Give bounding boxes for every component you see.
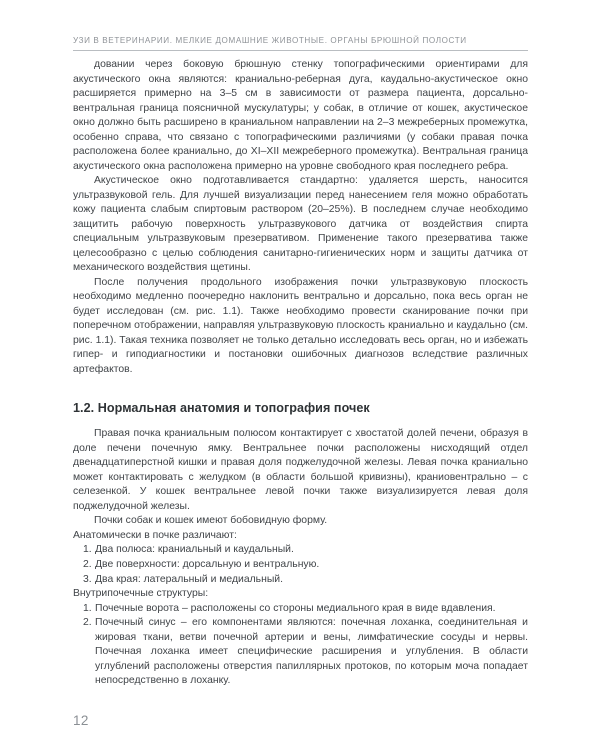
list-item (73, 573, 528, 588)
running-header: УЗИ В ВЕТЕРИНАРИИ. МЕЛКИЕ ДОМАШНИЕ ЖИВОТНЫЕ. ОРГАНЫ БРЮШНОЙ ПОЛОСТИ (73, 36, 467, 45)
list-item (73, 616, 528, 689)
header-divider-rule (73, 50, 528, 51)
list-item-text: Два края: латеральный и медиальный. (95, 573, 283, 585)
list-item (73, 602, 528, 617)
list-marker: 3. (83, 573, 92, 585)
paragraph-acoustic-window-preparation: Акустическое окно подготавливается стандартно: удаляется шерсть, наносится ультразвуковой гель. Для лучшей визуализации перед нанесением геля можно обработать кожу пациента слабым спиртовым раствором (20–25%). В последнем случае необходимо защитить рабочую поверхность ультразвукового датчика от воздействия спирта специальным ультразвуковым презервативом. Применение такого презерватива также целесообразно с целью соблюдения санитарно-гигиенических норм и защиты датчика от механического воздействия щетины. (73, 175, 528, 274)
page-number: 12 (73, 713, 89, 728)
heading-spacer-top (73, 377, 528, 400)
section-heading-1-2: 1.2. Нормальная анатомия и топография почек (73, 401, 370, 416)
list-item-text: Почечный синус – его компонентами являются: почечная лоханка, соединительная и жировая ткани, ветви почечной артерии и вены, лимфатические сосуды и нервы. Почечная лоханка имеет специфические расширения и углубления. В области углублений расположены отверстия папиллярных протоков, по которым моча попадает непосредственно в лоханку. (95, 617, 528, 687)
list-intro-anatomy: Анатомически в почке различают: (73, 529, 237, 541)
paragraph-kidney-shape: Почки собак и кошек имеют бобовидную форму. (94, 515, 328, 527)
list-item-text: Две поверхности: дорсальную и вентральную. (95, 558, 320, 570)
paragraph-kidney-topography: Правая почка краниальным полюсом контактирует с хвостатой долей печени, образуя в доле печени почечную ямку. Вентральнее почки расположены нисходящий отдел двенадцатиперстной кишки и правая доля поджелудочной железы. Левая почка краниально может контактировать с желудком (в области большой кривизны), краниовентрально – с селезенкой. У кошек вентральнее левой почки также визуализируется левая доля поджелудочной железы. (73, 428, 528, 512)
list-marker: 2. (83, 558, 92, 570)
list-intro-structures: Внутрипочечные структуры: (73, 588, 209, 600)
anatomy-list (73, 543, 528, 587)
structures-list (73, 602, 528, 689)
text-column (73, 58, 528, 689)
list-item-text: Два полюса: краниальный и каудальный. (95, 544, 294, 556)
paragraph-continued-acoustic-window: довании через боковую брюшную стенку топографическими ориентирами для акустического окна являются: краниально-реберная дуга, каудально-акустическое окно расширяется примерно на 3–5 см в зависимости от размера пациента, дорсально-вентральная граница поясничной мускулатуры; у собак, в отличие от кошек, акустическое окно должно быть расширено в краниальном направлении на 2–3 межреберных промежутка, особенно справа, что связано с топографическими различиями (у собаки правая почка расположена более краниально, до XI–XII межреберного промежутка). Вентральная граница акустического окна расположена примерно на уровне свободного края последнего ребра. (73, 59, 528, 172)
list-item (73, 558, 528, 573)
paragraph-scanning-technique: После получения продольного изображения почки ультразвуковую плоскость необходимо медленно поочередно наклонить вентрально и дорсально, пока весь орган не будет исследован (см. рис. 1.1). Также необходимо провести сканирование почки при поперечном отображении, направляя ультразвуковую плоскость краниально и каудально (см. рис. 1.1). Такая техника позволяет не только детально исследовать весь орган, но и избежать гипер- и гиподиагностики и постановки ошибочных диагнозов вследствие различных артефактов. (73, 276, 528, 375)
list-marker: 1. (83, 602, 92, 614)
heading-spacer-bottom (73, 416, 528, 427)
list-item-text: Почечные ворота – расположены со стороны медиального края в виде вдавления. (95, 602, 496, 614)
list-item (73, 543, 528, 558)
list-marker: 2. (83, 617, 92, 629)
list-marker: 1. (83, 544, 92, 556)
